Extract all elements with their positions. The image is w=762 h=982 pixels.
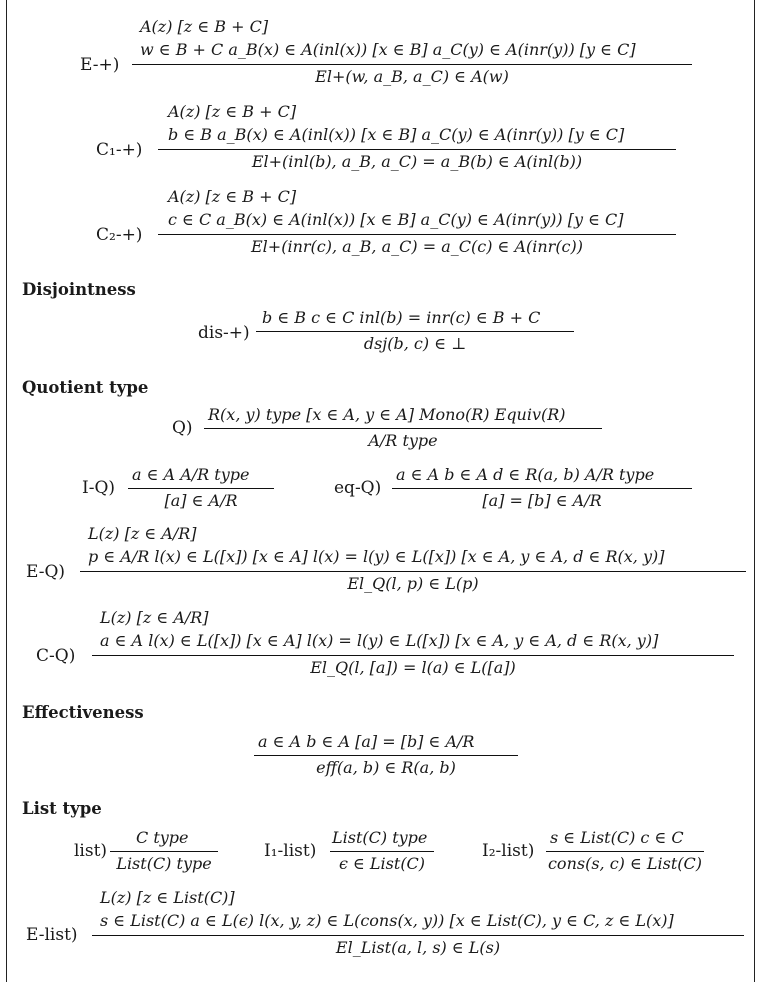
- rule-conclusion: [a] ∈ A/R: [164, 491, 238, 510]
- rule-label: eq-Q): [334, 478, 382, 498]
- right-margin-rule: [754, 0, 755, 982]
- inference-bar: [92, 655, 734, 656]
- rule-context: A(z) [z ∈ B + C]: [140, 17, 269, 36]
- rule-label: list): [74, 841, 108, 861]
- inference-bar: [254, 755, 518, 756]
- rule-premises: a ∈ A A/R type: [132, 465, 250, 484]
- section-heading-list: List type: [22, 799, 102, 818]
- rule-premises: a ∈ A b ∈ A d ∈ R(a, b) A/R type: [396, 465, 655, 484]
- rule-premises: c ∈ C a_B(x) ∈ A(inl(x)) [x ∈ B] a_C(y) ∈ A(inr(y)) [y ∈ C]: [168, 210, 624, 229]
- inference-bar: [256, 331, 574, 332]
- rule-conclusion: eff(a, b) ∈ R(a, b): [316, 758, 456, 777]
- inference-bar: [132, 64, 692, 65]
- rule-premises: R(x, y) type [x ∈ A, y ∈ A] Mono(R) Equiv(R): [208, 405, 566, 424]
- inference-bar: [158, 234, 676, 235]
- rule-conclusion: A/R type: [368, 431, 438, 450]
- inference-bar: [128, 488, 274, 489]
- rule-label: C₂-+): [96, 225, 143, 245]
- rule-conclusion: ϵ ∈ List(C): [338, 854, 426, 873]
- rule-conclusion: List(C) type: [116, 854, 212, 873]
- rule-premises: a ∈ A b ∈ A [a] = [b] ∈ A/R: [258, 732, 475, 751]
- inference-bar: [158, 149, 676, 150]
- rule-label: Q): [172, 418, 193, 438]
- inference-bar: [110, 851, 218, 852]
- rule-context: L(z) [z ∈ A/R]: [88, 524, 197, 543]
- rule-label: dis-+): [198, 323, 250, 343]
- rule-label: E-+): [80, 55, 120, 75]
- rule-label: I₂-list): [482, 841, 535, 861]
- rule-premises: s ∈ List(C) a ∈ L(ϵ) l(x, y, z) ∈ L(cons(x, y)) [x ∈ List(C), y ∈ C, z ∈ L(x)]: [100, 911, 674, 930]
- rule-conclusion: cons(s, c) ∈ List(C): [547, 854, 703, 873]
- rule-premises: b ∈ B a_B(x) ∈ A(inl(x)) [x ∈ B] a_C(y) ∈ A(inr(y)) [y ∈ C]: [168, 125, 625, 144]
- rule-context: A(z) [z ∈ B + C]: [168, 102, 297, 121]
- rule-conclusion: El+(inr(c), a_B, a_C) = a_C(c) ∈ A(inr(c)): [251, 237, 583, 256]
- section-heading-quotient: Quotient type: [22, 378, 149, 397]
- rule-premises: List(C) type: [332, 828, 428, 847]
- rule-label: C₁-+): [96, 140, 143, 160]
- section-heading-effectiveness: Effectiveness: [22, 703, 144, 722]
- rule-label: I₁-list): [264, 841, 317, 861]
- rule-conclusion: [a] = [b] ∈ A/R: [482, 491, 602, 510]
- inference-bar: [80, 571, 746, 572]
- inference-bar: [92, 935, 744, 936]
- rule-conclusion: El+(w, a_B, a_C) ∈ A(w): [315, 67, 509, 86]
- rule-conclusion: El_Q(l, p) ∈ L(p): [347, 574, 479, 593]
- rule-context: L(z) [z ∈ List(C)]: [100, 888, 235, 907]
- rule-premises: w ∈ B + C a_B(x) ∈ A(inl(x)) [x ∈ B] a_C(y) ∈ A(inr(y)) [y ∈ C]: [140, 40, 636, 59]
- rule-conclusion: El_Q(l, [a]) = l(a) ∈ L([a]): [310, 658, 516, 677]
- inference-bar: [204, 428, 602, 429]
- inference-bar: [392, 488, 692, 489]
- rule-conclusion: dsj(b, c) ∈ ⊥: [363, 334, 467, 353]
- rule-premises: b ∈ B c ∈ C inl(b) = inr(c) ∈ B + C: [262, 308, 541, 327]
- rule-conclusion: El_List(a, l, s) ∈ L(s): [335, 938, 501, 957]
- section-heading-disjointness: Disjointness: [22, 280, 136, 299]
- rule-premises: p ∈ A/R l(x) ∈ L([x]) [x ∈ A] l(x) = l(y) ∈ L([x]) [x ∈ A, y ∈ A, d ∈ R(x, y)]: [88, 547, 665, 566]
- rule-label: I-Q): [82, 478, 116, 498]
- rule-context: A(z) [z ∈ B + C]: [168, 187, 297, 206]
- rule-conclusion: El+(inl(b), a_B, a_C) = a_B(b) ∈ A(inl(b)): [251, 152, 583, 171]
- rule-premises: C type: [136, 828, 189, 847]
- rule-label: E-list): [26, 925, 78, 945]
- inference-bar: [546, 851, 704, 852]
- inference-bar: [330, 851, 434, 852]
- rule-premises: a ∈ A l(x) ∈ L([x]) [x ∈ A] l(x) = l(y) ∈ L([x]) [x ∈ A, y ∈ A, d ∈ R(x, y)]: [100, 631, 659, 650]
- rule-label: C-Q): [36, 646, 76, 666]
- left-margin-rule: [6, 0, 7, 982]
- rule-premises: s ∈ List(C) c ∈ C: [550, 828, 684, 847]
- rule-label: E-Q): [26, 562, 66, 582]
- rule-context: L(z) [z ∈ A/R]: [100, 608, 209, 627]
